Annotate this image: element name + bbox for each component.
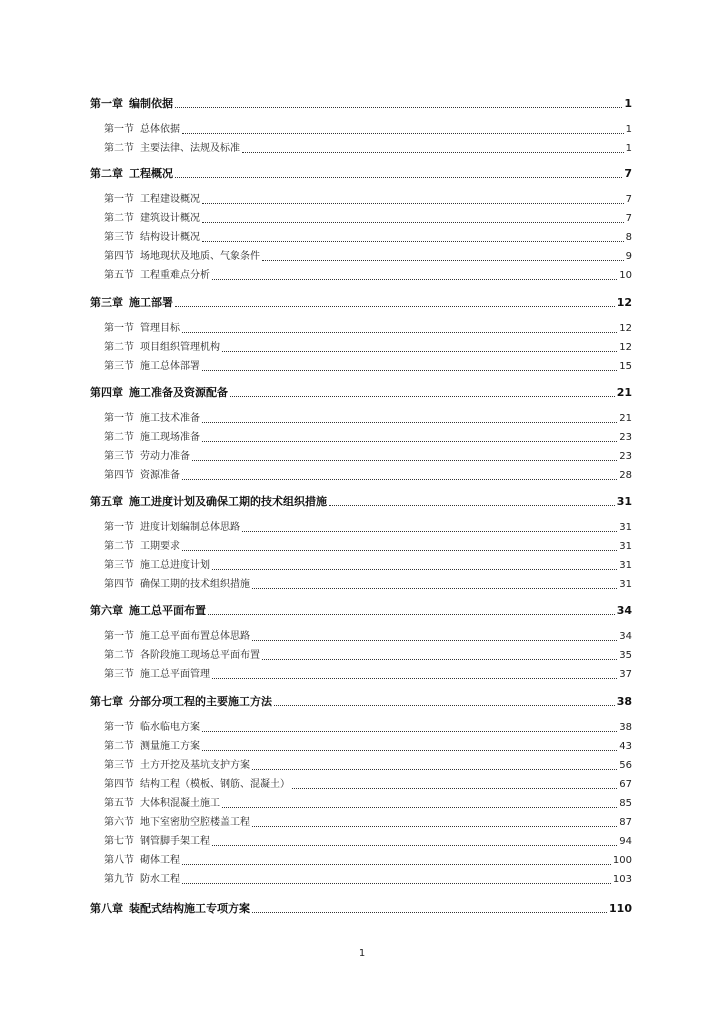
toc-entry-title: 确保工期的技术组织措施 xyxy=(140,579,250,590)
toc-entry-title: 各阶段施工现场总平面布置 xyxy=(140,650,260,661)
toc-entry-page: 38 xyxy=(616,695,632,708)
dot-leader xyxy=(202,369,617,371)
toc-chapter-row[interactable] xyxy=(90,694,632,710)
dot-leader xyxy=(202,421,617,423)
toc-entry-page: 85 xyxy=(619,798,632,809)
toc-entry-page: 43 xyxy=(619,741,632,752)
toc-section-row[interactable] xyxy=(104,520,632,536)
toc-entry-number: 第二节 xyxy=(104,213,134,224)
toc-section-row[interactable] xyxy=(104,720,632,736)
toc-entry-number: 第一节 xyxy=(104,124,134,135)
toc-entry-number: 第二节 xyxy=(104,143,134,154)
toc-section-row[interactable] xyxy=(104,539,632,555)
toc-entry-title: 结构工程（模板、钢筋、混凝土） xyxy=(140,779,290,790)
toc-entry-number: 第二节 xyxy=(104,342,134,353)
dot-leader xyxy=(192,459,617,461)
toc-entry-number: 第三节 xyxy=(104,760,134,771)
toc-entry-title: 项目组织管理机构 xyxy=(140,342,220,353)
toc-entry-title: 工程重难点分析 xyxy=(140,270,210,281)
toc-entry-page: 100 xyxy=(612,855,632,866)
toc-entry-title: 测量施工方案 xyxy=(140,741,200,752)
toc-entry-title: 地下室密肋空腔楼盖工程 xyxy=(140,817,250,828)
toc-chapter-row[interactable] xyxy=(90,494,632,510)
dot-leader xyxy=(252,768,617,770)
toc-section-row[interactable] xyxy=(104,359,632,375)
toc-entry-page: 31 xyxy=(616,495,632,508)
toc-entry-number: 第六章 xyxy=(90,604,123,617)
toc-entry-title: 装配式结构施工专项方案 xyxy=(129,902,250,915)
toc-entry-page: 1 xyxy=(624,97,632,110)
toc-entry-number: 第八节 xyxy=(104,855,134,866)
toc-entry-number: 第二节 xyxy=(104,432,134,443)
dot-leader xyxy=(202,240,624,242)
dot-leader xyxy=(252,639,617,641)
toc-section-row[interactable] xyxy=(104,796,632,812)
dot-leader xyxy=(182,132,624,134)
toc-chapter-row[interactable] xyxy=(90,603,632,619)
toc-entry-number: 第一节 xyxy=(104,522,134,533)
toc-entry-title: 施工总进度计划 xyxy=(140,560,210,571)
toc-entry-title: 施工总平面布置 xyxy=(129,604,206,617)
toc-section-row[interactable] xyxy=(104,230,632,246)
toc-entry-page: 35 xyxy=(619,650,632,661)
toc-section-row[interactable] xyxy=(104,268,632,284)
toc-section-row[interactable] xyxy=(104,192,632,208)
toc-entry-title: 钢管脚手架工程 xyxy=(140,836,210,847)
dot-leader xyxy=(202,730,617,732)
toc-entry-title: 土方开挖及基坑支护方案 xyxy=(140,760,250,771)
toc-chapter-row[interactable] xyxy=(90,295,632,311)
toc-entry-page: 10 xyxy=(619,270,632,281)
toc-entry-number: 第一节 xyxy=(104,194,134,205)
toc-entry-title: 施工总体部署 xyxy=(140,361,200,372)
toc-entry-page: 7 xyxy=(625,213,632,224)
toc-entry-number: 第三节 xyxy=(104,232,134,243)
toc-chapter-row[interactable] xyxy=(90,901,632,917)
toc-entry-page: 34 xyxy=(616,604,632,617)
toc-section-row[interactable] xyxy=(104,629,632,645)
toc-entry-number: 第五节 xyxy=(104,270,134,281)
toc-chapter-row[interactable] xyxy=(90,96,632,112)
dot-leader xyxy=(252,911,607,913)
dot-leader xyxy=(230,395,615,397)
toc-entry-page: 56 xyxy=(619,760,632,771)
toc-entry-number: 第四节 xyxy=(104,779,134,790)
toc-entry-number: 第三节 xyxy=(104,451,134,462)
toc-entry-number: 第四节 xyxy=(104,251,134,262)
toc-section-row[interactable] xyxy=(104,648,632,664)
toc-section-row[interactable] xyxy=(104,777,632,793)
page-number: 1 xyxy=(358,948,366,959)
toc-section-row[interactable] xyxy=(104,667,632,683)
toc-entry-number: 第一节 xyxy=(104,722,134,733)
toc-chapter-row[interactable] xyxy=(90,166,632,182)
toc-section-row[interactable] xyxy=(104,834,632,850)
toc-entry-number: 第七节 xyxy=(104,836,134,847)
toc-entry-page: 31 xyxy=(619,522,632,533)
dot-leader xyxy=(182,331,617,333)
dot-leader xyxy=(212,568,617,570)
toc-section-row[interactable] xyxy=(104,739,632,755)
dot-leader xyxy=(175,176,622,178)
dot-leader xyxy=(175,106,622,108)
dot-leader xyxy=(202,440,617,442)
dot-leader xyxy=(202,221,624,223)
dot-leader xyxy=(222,350,617,352)
dot-leader xyxy=(208,613,615,615)
toc-entry-title: 分部分项工程的主要施工方法 xyxy=(129,695,272,708)
toc-entry-page: 110 xyxy=(609,902,632,915)
toc-entry-number: 第六节 xyxy=(104,817,134,828)
dot-leader xyxy=(212,844,617,846)
dot-leader xyxy=(182,863,611,865)
toc-section-row[interactable] xyxy=(104,340,632,356)
toc-entry-page: 34 xyxy=(619,631,632,642)
toc-entry-number: 第三节 xyxy=(104,560,134,571)
toc-entry-number: 第二章 xyxy=(90,167,123,180)
toc-entry-number: 第四章 xyxy=(90,386,123,399)
toc-entry-title: 场地现状及地质、气象条件 xyxy=(140,251,260,262)
toc-entry-page: 31 xyxy=(619,541,632,552)
dot-leader xyxy=(242,530,617,532)
dot-leader xyxy=(252,587,617,589)
toc-entry-number: 第三节 xyxy=(104,669,134,680)
toc-entry-title: 防水工程 xyxy=(140,874,180,885)
toc-entry-title: 工期要求 xyxy=(140,541,180,552)
dot-leader xyxy=(242,151,624,153)
toc-section-row[interactable] xyxy=(104,249,632,265)
toc-entry-page: 1 xyxy=(625,124,632,135)
toc-entry-number: 第一节 xyxy=(104,631,134,642)
toc-section-row[interactable] xyxy=(104,853,632,869)
toc-entry-page: 8 xyxy=(625,232,632,243)
toc-entry-title: 施工部署 xyxy=(129,296,173,309)
toc-entry-page: 7 xyxy=(625,194,632,205)
toc-entry-title: 管理目标 xyxy=(140,323,180,334)
toc-entry-page: 28 xyxy=(619,470,632,481)
toc-entry-page: 103 xyxy=(612,874,632,885)
toc-entry-title: 总体依据 xyxy=(140,124,180,135)
toc-entry-page: 21 xyxy=(616,386,632,399)
toc-section-row[interactable] xyxy=(104,211,632,227)
dot-leader xyxy=(182,549,617,551)
toc-chapter-row[interactable] xyxy=(90,385,632,401)
toc-entry-number: 第四节 xyxy=(104,579,134,590)
toc-entry-number: 第三节 xyxy=(104,361,134,372)
toc-section-row[interactable] xyxy=(104,141,632,157)
toc-section-row[interactable] xyxy=(104,758,632,774)
toc-entry-title: 主要法律、法规及标准 xyxy=(140,143,240,154)
toc-entry-title: 进度计划编制总体思路 xyxy=(140,522,240,533)
toc-entry-page: 23 xyxy=(619,432,632,443)
toc-entry-title: 工程概况 xyxy=(129,167,173,180)
toc-section-row[interactable] xyxy=(104,872,632,888)
toc-entry-number: 第一章 xyxy=(90,97,123,110)
dot-leader xyxy=(274,704,615,706)
toc-entry-page: 7 xyxy=(624,167,632,180)
dot-leader xyxy=(212,278,617,280)
toc-entry-page: 1 xyxy=(625,143,632,154)
toc-entry-number: 第九节 xyxy=(104,874,134,885)
toc-entry-page: 12 xyxy=(616,296,632,309)
toc-entry-title: 临水临电方案 xyxy=(140,722,200,733)
toc-entry-title: 施工总平面布置总体思路 xyxy=(140,631,250,642)
toc-entry-title: 大体积混凝土施工 xyxy=(140,798,220,809)
toc-entry-page: 67 xyxy=(619,779,632,790)
toc-entry-number: 第二节 xyxy=(104,650,134,661)
toc-entry-page: 12 xyxy=(619,342,632,353)
toc-entry-title: 砌体工程 xyxy=(140,855,180,866)
toc-entry-number: 第四节 xyxy=(104,470,134,481)
toc-entry-title: 施工总平面管理 xyxy=(140,669,210,680)
toc-entry-number: 第五章 xyxy=(90,495,123,508)
toc-section-row[interactable] xyxy=(104,558,632,574)
toc-entry-page: 21 xyxy=(619,413,632,424)
toc-entry-page: 9 xyxy=(625,251,632,262)
toc-entry-number: 第七章 xyxy=(90,695,123,708)
toc-entry-title: 建筑设计概况 xyxy=(140,213,200,224)
toc-section-row[interactable] xyxy=(104,468,632,484)
dot-leader xyxy=(292,787,617,789)
toc-entry-page: 38 xyxy=(619,722,632,733)
toc-entry-page: 31 xyxy=(619,560,632,571)
toc-entry-page: 87 xyxy=(619,817,632,828)
toc-entry-number: 第一节 xyxy=(104,323,134,334)
toc-entry-number: 第五节 xyxy=(104,798,134,809)
dot-leader xyxy=(329,504,615,506)
toc-entry-number: 第八章 xyxy=(90,902,123,915)
toc-entry-number: 第一节 xyxy=(104,413,134,424)
toc-entry-title: 结构设计概况 xyxy=(140,232,200,243)
toc-section-row[interactable] xyxy=(104,577,632,593)
toc-entry-page: 12 xyxy=(619,323,632,334)
dot-leader xyxy=(262,259,624,261)
toc-section-row[interactable] xyxy=(104,122,632,138)
toc-entry-title: 劳动力准备 xyxy=(140,451,190,462)
toc-section-row[interactable] xyxy=(104,815,632,831)
dot-leader xyxy=(202,749,617,751)
toc-entry-title: 资源准备 xyxy=(140,470,180,481)
dot-leader xyxy=(222,806,617,808)
toc-entry-number: 第二节 xyxy=(104,741,134,752)
toc-entry-page: 23 xyxy=(619,451,632,462)
toc-section-row[interactable] xyxy=(104,411,632,427)
toc-entry-page: 37 xyxy=(619,669,632,680)
toc-entry-number: 第三章 xyxy=(90,296,123,309)
dot-leader xyxy=(252,825,617,827)
dot-leader xyxy=(182,882,611,884)
toc-section-row[interactable] xyxy=(104,449,632,465)
toc-entry-title: 施工进度计划及确保工期的技术组织措施 xyxy=(129,495,327,508)
toc-entry-title: 施工准备及资源配备 xyxy=(129,386,228,399)
toc-section-row[interactable] xyxy=(104,321,632,337)
toc-entry-title: 编制依据 xyxy=(129,97,173,110)
dot-leader xyxy=(212,677,617,679)
toc-entry-title: 施工现场准备 xyxy=(140,432,200,443)
toc-section-row[interactable] xyxy=(104,430,632,446)
toc-entry-title: 施工技术准备 xyxy=(140,413,200,424)
toc-entry-page: 94 xyxy=(619,836,632,847)
toc-entry-title: 工程建设概况 xyxy=(140,194,200,205)
dot-leader xyxy=(262,658,617,660)
toc-entry-page: 15 xyxy=(619,361,632,372)
toc-entry-number: 第二节 xyxy=(104,541,134,552)
dot-leader xyxy=(182,478,617,480)
dot-leader xyxy=(175,305,615,307)
dot-leader xyxy=(202,202,624,204)
toc-entry-page: 31 xyxy=(619,579,632,590)
